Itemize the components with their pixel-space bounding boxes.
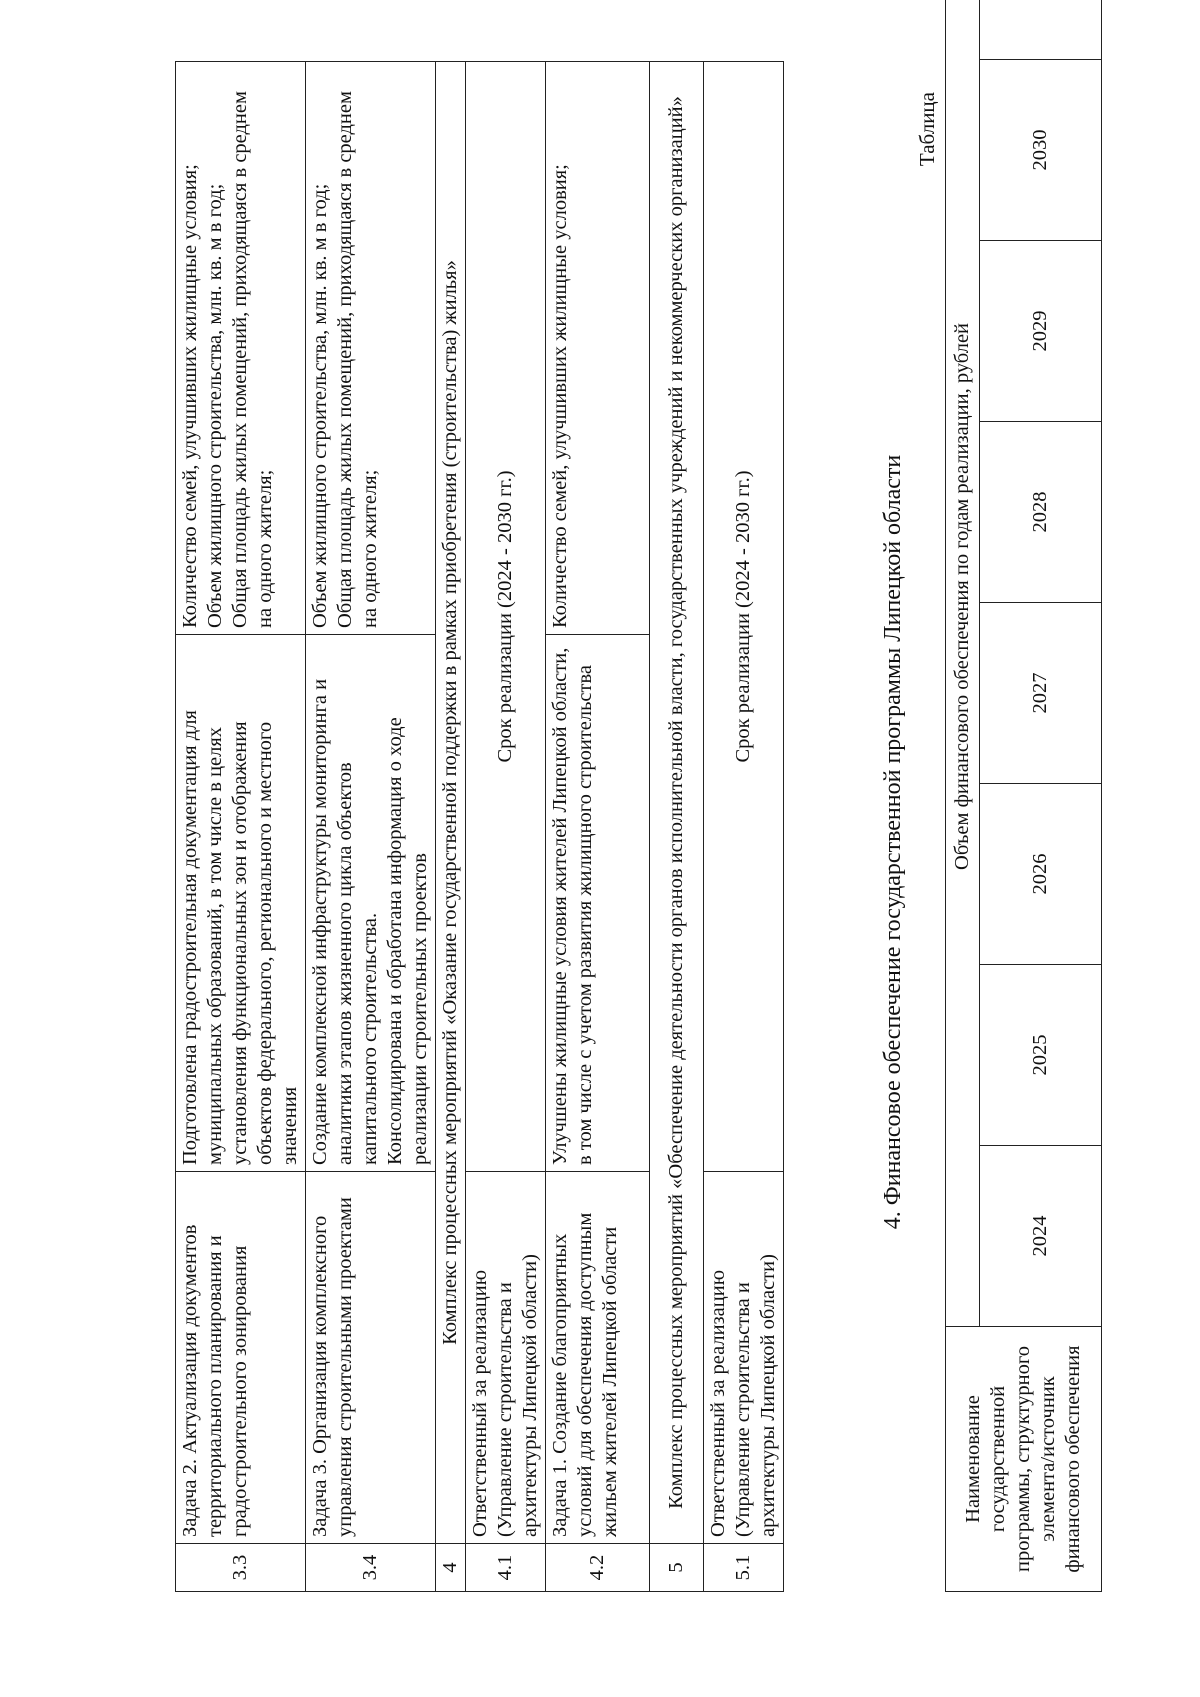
result-cell: Подготовлена градостроительная документация для муниципальных образований, в том числе в целях установления функциональных зон и отображения объектов федерального, регионального и местного значения — [176, 635, 306, 1172]
measures-table — [175, 61, 784, 1592]
result-cell: Создание комплексной инфраструктуры мониторинга и аналитики этапов жизненного цикла объектов капитального строительства. Консолидирована и обработана информация о ходе реализации строительных проектов — [306, 635, 436, 1172]
result-cell: Улучшены жилищные условия жителей Липецкой области, в том числе с учетом развития жилищного строительства — [546, 635, 650, 1172]
task-cell: Задача 1. Создание благоприятных условий для обеспечения доступным жильем жителей Липецкой области — [546, 1172, 650, 1544]
row-number: 3.3 — [176, 1544, 306, 1592]
indicators-cell: Количество семей, улучшивших жилищные условия; — [546, 62, 650, 635]
row-number: 5.1 — [704, 1544, 784, 1592]
row-number: 4.1 — [466, 1544, 546, 1592]
table-row — [466, 62, 546, 1592]
year-header: 2030 — [980, 60, 1102, 241]
table-row — [546, 62, 650, 1592]
term-cell: Срок реализации (2024 - 2030 гг.) — [466, 62, 546, 1172]
row-number: 3.4 — [306, 1544, 436, 1592]
year-header: 2024 — [980, 1146, 1102, 1327]
section-title: Комплекс процессных мероприятий «Оказание государственной поддержки в рамках приобретения (строительства) жилья» — [436, 62, 466, 1544]
term-cell: Срок реализации (2024 - 2030 гг.) — [704, 62, 784, 1172]
row-number: 5 — [650, 1544, 704, 1592]
section-heading: 4. Финансовое обеспечение государственной программы Липецкой области — [880, 454, 906, 1230]
finance-table — [945, 0, 1102, 1592]
task-cell: Задача 2. Актуализация документов территориального планирования и градостроительного зонирования — [176, 1172, 306, 1544]
responsible-cell: Ответственный за реализацию (Управление строительства и архитектуры Липецкой области) — [704, 1172, 784, 1544]
table-row — [704, 62, 784, 1592]
year-header: 2027 — [980, 603, 1102, 784]
indicators-cell: Объем жилищного строительства, млн. кв. м в год; Общая площадь жилых помещений, приходящаяся в среднем на одного жителя; — [306, 62, 436, 635]
table-row — [306, 62, 436, 1592]
table-row — [946, 0, 980, 1592]
year-header: 2028 — [980, 422, 1102, 603]
year-header: 2029 — [980, 241, 1102, 422]
year-header: 2026 — [980, 784, 1102, 965]
indicators-cell: Количество семей, улучшивших жилищные условия; Объем жилищного строительства, млн. кв. м в год; Общая площадь жилых помещений, приходящаяся в среднем на одного жителя; — [176, 62, 306, 635]
section-row — [436, 62, 466, 1592]
year-header: 2025 — [980, 965, 1102, 1146]
total-header — [980, 0, 1102, 60]
volume-header: Объем финансового обеспечения по годам реализации, рублей — [946, 0, 980, 1327]
row-number: 4.2 — [546, 1544, 650, 1592]
table-label: Таблица — [915, 92, 939, 167]
responsible-cell: Ответственный за реализацию (Управление строительства и архитектуры Липецкой области) — [466, 1172, 546, 1544]
task-cell: Задача 3. Организация комплексного управления строительными проектами — [306, 1172, 436, 1544]
name-header: Наименование государственной программы, структурного элемента/источник финансового обеспечения — [946, 1327, 1102, 1592]
table-row — [176, 62, 306, 1592]
row-number: 4 — [436, 1544, 466, 1592]
section-row — [650, 62, 704, 1592]
section-title: Комплекс процессных мероприятий «Обеспечение деятельности органов исполнительной власти, государственных учреждений и некоммерческих организаций» — [650, 62, 704, 1544]
